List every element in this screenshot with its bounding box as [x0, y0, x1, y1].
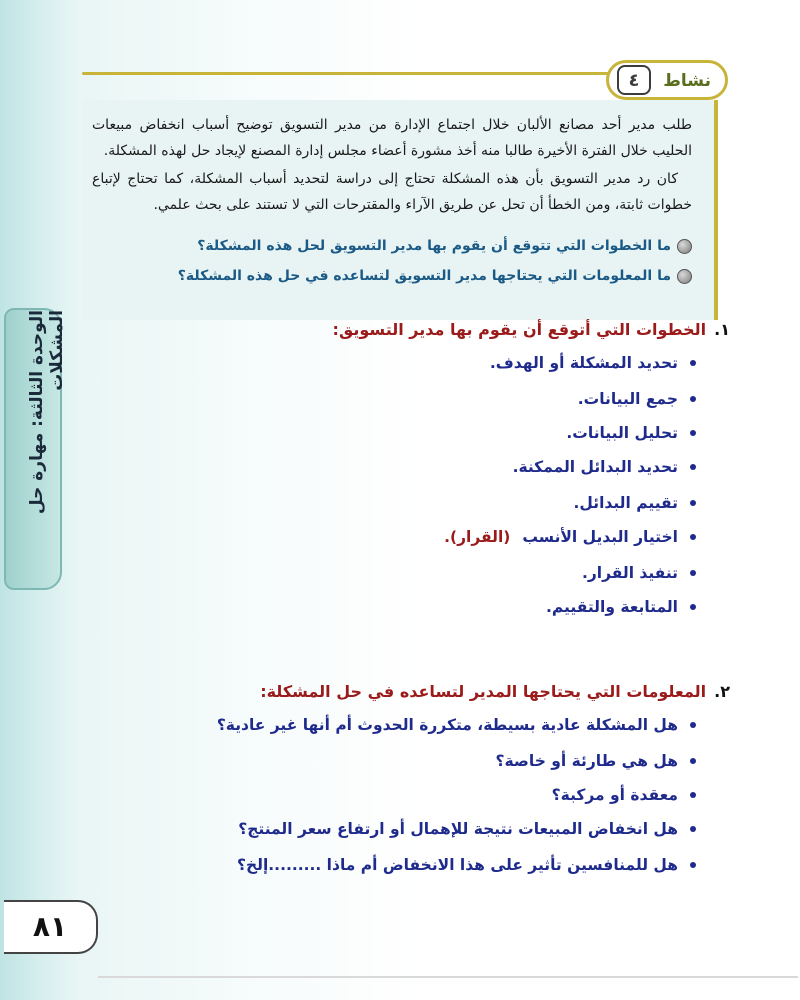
highlight-text: (القرار). [444, 528, 511, 546]
bullet-icon [690, 396, 696, 402]
bullet-icon [690, 792, 696, 798]
section-2-heading [260, 682, 730, 701]
list-item: هل انخفاض المبيعات نتيجة للإهمال أو ارتفاع سعر المنتج؟ [238, 820, 696, 838]
list-item: تحديد البدائل الممكنة. [513, 458, 696, 476]
bullet-icon [690, 534, 696, 540]
page-number: ٨١ [32, 910, 68, 943]
bullet-icon [690, 360, 696, 366]
bullet-icon [677, 239, 692, 254]
footer-rule [98, 976, 798, 978]
section-1-title: الخطوات التي أتوقع أن يقوم بها مدير التسويق: [332, 320, 707, 339]
page-number-badge [4, 900, 98, 954]
list-item: تنفيذ القرار. [582, 564, 696, 582]
bullet-icon [690, 430, 696, 436]
unit-side-tab [4, 308, 67, 590]
section-2-title: المعلومات التي يحتاجها المدير لتساعده في حل المشكلة: [260, 682, 707, 701]
list-item: هل المشكلة عادية بسيطة، متكررة الحدوث أم أنها غير عادية؟ [217, 716, 696, 734]
bullet-icon [690, 604, 696, 610]
bullet-icon [690, 570, 696, 576]
section-2-number: ٢. [714, 682, 730, 701]
bullet-icon [690, 826, 696, 832]
activity-paragraph-2: كان رد مدير التسويق بأن هذه المشكلة تحتاج إلى دراسة لتحديد أسباب المشكلة، كما تحتاج لإتباع خطوات ثابتة، ومن الخطأ أن تحل عن طريق الآراء والمقترحات التي لا تستند على بحث علمي. [92, 171, 692, 213]
bullet-icon [677, 269, 692, 284]
list-item: تقييم البدائل. [574, 494, 696, 512]
activity-question-2 [178, 268, 692, 284]
question-text: ما الخطوات التي تتوقع أن يقوم بها مدير التسويق لحل هذه المشكلة؟ [197, 238, 671, 254]
activity-badge [606, 60, 728, 100]
list-item: هل للمنافسين تأثير على هذا الانخفاض أم ماذا .........إلخ؟ [237, 856, 696, 874]
question-text: ما المعلومات التي يحتاجها مدير التسويق لتساعده في حل هذه المشكلة؟ [177, 268, 671, 284]
list-item: تحليل البيانات. [566, 424, 696, 442]
section-1-number: ١. [714, 320, 730, 339]
section-1-heading [333, 320, 730, 339]
bullet-icon [690, 500, 696, 506]
unit-title: الوحدة الثالثة: مهارة حل المشكلات [27, 310, 67, 515]
list-item: تحديد المشكلة أو الهدف. [490, 354, 696, 372]
bullet-icon [690, 464, 696, 470]
bullet-icon [690, 722, 696, 728]
bullet-icon [690, 758, 696, 764]
activity-number: ٤ [617, 65, 651, 95]
list-item: اختيار البديل الأنسب (القرار). [444, 528, 696, 546]
list-item: جمع البيانات. [578, 390, 696, 408]
activity-question-1 [197, 238, 692, 254]
activity-panel [82, 100, 718, 320]
list-item: هل هي طارئة أو خاصة؟ [496, 752, 696, 770]
bullet-icon [690, 862, 696, 868]
activity-paragraph-1: طلب مدير أحد مصانع الألبان خلال اجتماع الإدارة من مدير التسويق توضيح أسباب انخفاض مبيعات الحليب خلال الفترة الأخيرة طالبا منه أخذ مشورة أعضاء مجلس إدارة المصنع لإيجاد حل لهذه المشكلة. [92, 117, 692, 159]
list-item: المتابعة والتقييم. [546, 598, 696, 616]
activity-label: نشاط [663, 71, 711, 91]
header-rule [82, 72, 612, 75]
list-item: معقدة أو مركبة؟ [552, 786, 696, 804]
